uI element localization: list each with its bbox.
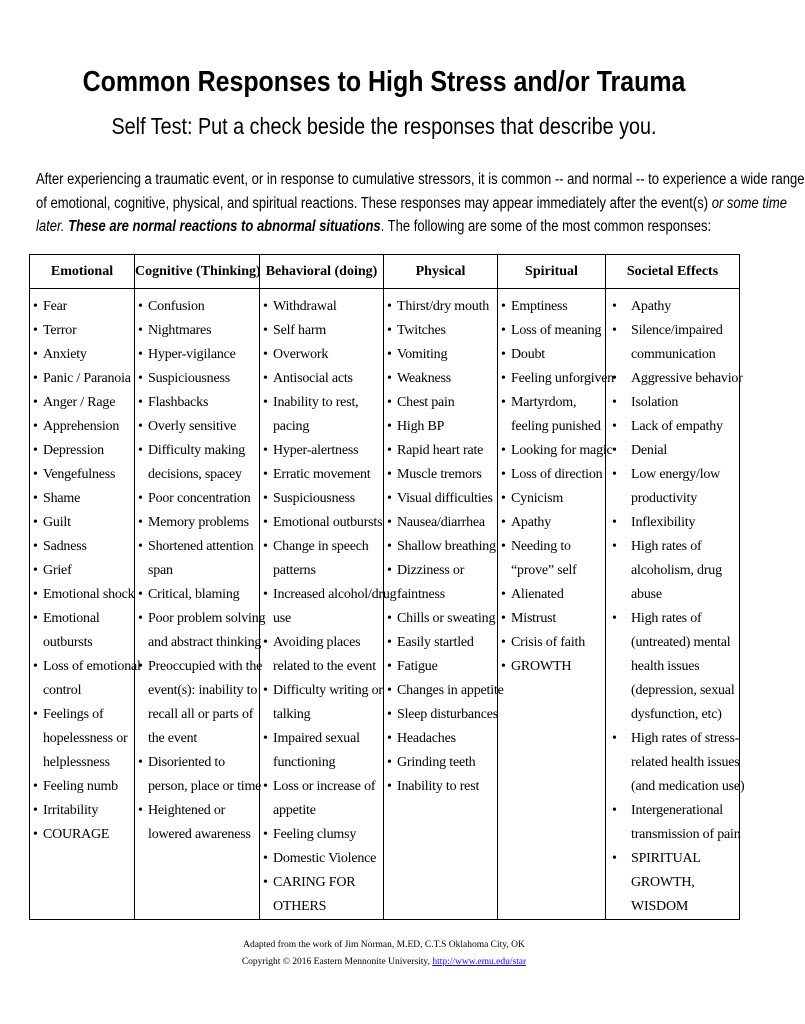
list-item-text: abuse	[631, 587, 662, 602]
list-item	[33, 655, 141, 703]
list-item	[501, 319, 602, 343]
list-item	[387, 343, 494, 367]
list-item	[138, 415, 256, 439]
list-item-text: • Nausea/diarrhea	[397, 515, 485, 530]
list-item	[33, 463, 131, 487]
list-item-text: • Emotional outbursts	[273, 515, 383, 530]
list-item	[263, 343, 380, 367]
list-item	[33, 559, 131, 583]
list-item-text: • Shortened attention	[148, 539, 254, 554]
list-item	[33, 799, 131, 823]
list-item	[263, 583, 397, 631]
list-item-text: • Changes in appetite	[397, 683, 504, 698]
list-item	[138, 391, 256, 415]
list-item	[138, 583, 256, 607]
list-item-text: • Flashbacks	[148, 395, 209, 410]
list-item-text: • Memory problems	[148, 515, 249, 530]
list-item	[138, 799, 256, 847]
list-item-text: • Overwork	[273, 347, 329, 362]
list-item	[387, 415, 494, 439]
list-item-text: • Domestic Violence	[273, 851, 377, 866]
list-item	[263, 775, 380, 823]
list-item	[501, 535, 602, 583]
spiritual-list	[501, 295, 615, 679]
list-item	[501, 655, 602, 679]
column-physical	[384, 289, 504, 920]
list-item-text: • Chills or sweating	[397, 611, 496, 626]
list-item-text: • Confusion	[148, 299, 205, 314]
list-item-text: hopelessness or	[43, 731, 128, 746]
intro-line-3-italic: later.	[36, 218, 65, 235]
list-item	[609, 511, 736, 535]
list-item-text: faintness	[397, 587, 445, 602]
list-item-text: person, place or time	[148, 779, 262, 794]
list-item-text: • Shame	[43, 491, 81, 506]
list-item-text: • Loss or increase of	[273, 779, 376, 794]
list-item	[387, 775, 494, 799]
footer-credit: Adapted from the work of Jim Norman, M.ED, C.T.S Oklahoma City, OK	[243, 940, 525, 950]
list-item	[263, 319, 380, 343]
list-item	[33, 823, 131, 847]
list-item-text: • Difficulty writing or	[273, 683, 383, 698]
list-item-text: • Irritability	[43, 803, 99, 818]
list-item-text: talking	[273, 707, 311, 722]
list-item-text: • Hyper-vigilance	[148, 347, 236, 362]
list-item-text: event(s): inability to	[148, 683, 258, 698]
list-item-text: • Hyper-alertness	[273, 443, 359, 458]
list-item	[609, 439, 736, 463]
list-item-text: • Suspiciousness	[273, 491, 355, 506]
list-item-text: • Vengefulness	[43, 467, 116, 482]
list-item-text: • High rates of	[631, 539, 702, 554]
list-item-text: • Fatigue	[397, 659, 438, 674]
list-item	[501, 391, 602, 439]
list-item	[609, 535, 736, 607]
list-item-text: • Twitches	[397, 323, 446, 338]
list-item-text: • Low energy/low	[631, 467, 721, 482]
list-item-text: • Thirst/dry mouth	[397, 299, 490, 314]
list-item	[33, 343, 131, 367]
list-item-text: appetite	[273, 803, 316, 818]
list-item-text: and abstract thinking	[148, 635, 262, 650]
list-item-text: GROWTH,	[631, 875, 695, 890]
list-item	[33, 415, 131, 439]
list-item	[263, 847, 380, 871]
list-item-text: • High rates of stress-	[631, 731, 740, 746]
list-item	[138, 751, 262, 799]
list-item-text: • Apathy	[631, 299, 672, 314]
list-item	[263, 295, 380, 319]
list-item-text: • Silence/impaired	[631, 323, 723, 338]
list-item	[387, 703, 498, 727]
list-item	[387, 439, 494, 463]
header-physical: Physical	[384, 255, 498, 289]
list-item	[138, 511, 256, 535]
list-item-text: • Loss of meaning	[511, 323, 602, 338]
list-item-text: • Dizziness or	[397, 563, 465, 578]
list-item-text: • Alienated	[511, 587, 564, 602]
list-item	[33, 511, 131, 535]
list-item	[609, 799, 741, 847]
list-item-text: communication	[631, 347, 716, 362]
list-item-text: • Aggressive behavior	[631, 371, 743, 386]
list-item	[609, 847, 736, 919]
physical-list	[387, 295, 504, 799]
list-item	[263, 367, 380, 391]
list-item-text: the event	[148, 731, 198, 746]
list-item	[387, 319, 494, 343]
list-item	[33, 367, 131, 391]
list-item-text: • Feelings of	[43, 707, 104, 722]
societal-list	[609, 295, 745, 919]
list-item	[33, 295, 131, 319]
list-item-text: • Avoiding places	[273, 635, 361, 650]
list-item	[501, 631, 602, 655]
list-item-text: • Grief	[43, 563, 72, 578]
list-item-text: • Erratic movement	[273, 467, 371, 482]
list-item-text: • Intergenerational	[631, 803, 723, 818]
list-item	[609, 727, 745, 799]
list-item-text: • Muscle tremors	[397, 467, 482, 482]
list-item-text: • Change in speech	[273, 539, 369, 554]
list-item	[501, 343, 602, 367]
list-item	[33, 319, 131, 343]
list-item	[609, 295, 736, 319]
list-item-text: • Crisis of faith	[511, 635, 585, 650]
list-item	[138, 535, 256, 583]
list-item-text: • Guilt	[43, 515, 71, 530]
list-item	[138, 343, 256, 367]
list-item-text: • Difficulty making	[148, 443, 246, 458]
list-item-text: • SPIRITUAL	[631, 851, 701, 866]
list-item	[501, 511, 602, 535]
list-item	[501, 583, 602, 607]
list-item	[387, 679, 504, 703]
list-item-text: “prove” self	[511, 563, 577, 578]
list-item-text: • Emptiness	[511, 299, 568, 314]
list-item	[609, 415, 736, 439]
column-behavioral	[260, 289, 397, 920]
column-cognitive	[135, 289, 266, 920]
list-item-text: • Inflexibility	[631, 515, 696, 530]
list-item	[138, 487, 256, 511]
list-item-text: • Self harm	[273, 323, 327, 338]
list-item	[609, 319, 736, 367]
list-item	[501, 463, 602, 487]
list-item-text: functioning	[273, 755, 336, 770]
list-item-text: • Doubt	[511, 347, 546, 362]
list-item-text: (depression, sexual	[631, 683, 735, 698]
list-item-text: patterns	[273, 563, 316, 578]
list-item-text: health issues	[631, 659, 700, 674]
list-item-text: • Grinding teeth	[397, 755, 476, 770]
list-item-text: • Emotional	[43, 611, 100, 626]
column-societal	[606, 289, 745, 920]
list-item	[33, 535, 131, 559]
list-item	[263, 439, 380, 463]
list-item-text: (and medication use)	[631, 779, 745, 794]
list-item	[387, 391, 494, 415]
list-item	[387, 487, 494, 511]
list-item	[501, 487, 602, 511]
list-item-text: • Depression	[43, 443, 104, 458]
page-subtitle: Self Test: Put a check beside the responses that describe you.	[111, 113, 657, 139]
behavioral-list	[263, 295, 397, 919]
intro-line-2	[36, 192, 787, 216]
list-item	[387, 607, 494, 631]
list-item-text: • High rates of	[631, 611, 702, 626]
list-item	[138, 655, 263, 751]
list-item-text: • Heightened or	[148, 803, 226, 818]
list-item	[33, 439, 131, 463]
list-item	[609, 607, 736, 727]
header-spiritual: Spiritual	[498, 255, 606, 289]
list-item-text: • Feeling unforgiven	[511, 371, 615, 386]
list-item-text: • Anxiety	[43, 347, 87, 362]
list-item-text: • Rapid heart rate	[397, 443, 484, 458]
list-item-text: • Apathy	[511, 515, 552, 530]
list-item-text: • Feeling clumsy	[273, 827, 357, 842]
list-item	[387, 751, 494, 775]
list-item	[33, 703, 131, 775]
list-item	[387, 295, 494, 319]
list-item	[387, 559, 494, 607]
list-item-text: transmission of pain	[631, 827, 741, 842]
list-item	[501, 367, 615, 391]
list-item-text: • Inability to rest,	[273, 395, 359, 410]
list-item	[263, 487, 380, 511]
list-item-text: • Mistrust	[511, 611, 557, 626]
list-item	[263, 511, 383, 535]
list-item-text: • COURAGE	[43, 827, 110, 842]
responses-table	[29, 254, 745, 920]
list-item-text: lowered awareness	[148, 827, 251, 842]
list-item	[138, 319, 256, 343]
list-item-text: • Visual difficulties	[397, 491, 493, 506]
list-item-text: • Lack of empathy	[631, 419, 723, 434]
list-item-text: dysfunction, etc)	[631, 707, 722, 722]
intro-line-2-text: of emotional, cognitive, physical, and spiritual reactions. These responses may appear immediately after the event(s)	[36, 194, 712, 212]
list-item-text: • GROWTH	[511, 659, 572, 674]
list-item	[33, 775, 131, 799]
emotional-list	[33, 295, 141, 847]
list-item-text: alcoholism, drug	[631, 563, 722, 578]
list-item-text: • Shallow breathing	[397, 539, 496, 554]
list-item	[387, 631, 494, 655]
footer-copyright-text: Copyright © 2016 Eastern Mennonite University,	[241, 957, 433, 967]
list-item-text: • Inability to rest	[397, 779, 480, 794]
list-item-text: • Apprehension	[43, 419, 120, 434]
list-item	[609, 391, 736, 415]
list-item-text: • Denial	[631, 443, 668, 458]
list-item	[387, 535, 494, 559]
list-item-text: • Antisocial acts	[273, 371, 353, 386]
list-item-text: span	[148, 563, 173, 578]
list-item-text: • Feeling numb	[43, 779, 118, 794]
list-item-text: • Cynicism	[511, 491, 564, 506]
list-item	[263, 871, 380, 919]
footer-link[interactable]: http://www.emu.edu/star	[432, 957, 527, 967]
list-item-text: • CARING FOR	[273, 875, 356, 890]
list-item	[263, 679, 383, 727]
list-item-text: feeling punished	[511, 419, 601, 434]
list-item-text: • Disoriented to	[148, 755, 225, 770]
list-item-text: helplessness	[43, 755, 110, 770]
list-item-text: • Fear	[43, 299, 68, 314]
list-item-text: control	[43, 683, 82, 698]
column-spiritual	[498, 289, 615, 920]
list-item-text: • Suspiciousness	[148, 371, 230, 386]
list-item-text: • Panic / Paranoia	[43, 371, 131, 386]
intro-paragraph	[36, 168, 805, 239]
list-item-text: WISDOM	[631, 899, 689, 914]
list-item-text: • Looking for magic	[511, 443, 613, 458]
footer-copyright	[0, 957, 768, 967]
intro-line-3-text: . The following are some of the most common responses:	[380, 218, 712, 235]
list-item-text: • Easily startled	[397, 635, 474, 650]
list-item	[501, 439, 613, 463]
column-emotional	[30, 289, 141, 920]
list-item-text: • Weakness	[397, 371, 452, 386]
list-item-text: • Poor problem solving	[148, 611, 266, 626]
list-item-text: • Terror	[43, 323, 77, 338]
list-item-text: • Chest pain	[397, 395, 455, 410]
list-item-text: pacing	[273, 419, 310, 434]
list-item-text: • Nightmares	[148, 323, 212, 338]
intro-line-3	[36, 215, 733, 239]
list-item	[138, 367, 256, 391]
list-item	[501, 607, 602, 631]
list-item-text: • Isolation	[631, 395, 679, 410]
list-item-text: • Increased alcohol/drug	[273, 587, 397, 602]
list-item	[33, 391, 131, 415]
list-item	[33, 607, 131, 655]
list-item-text: • Emotional shock	[43, 587, 135, 602]
list-item-text: productivity	[631, 491, 698, 506]
list-item	[263, 391, 380, 439]
list-item-text: OTHERS	[273, 899, 327, 914]
list-item-text: • High BP	[397, 419, 445, 434]
list-item-text: • Vomiting	[397, 347, 448, 362]
header-behavioral: Behavioral (doing)	[260, 255, 384, 289]
list-item-text: • Withdrawal	[273, 299, 337, 314]
list-item-text: use	[273, 611, 292, 626]
list-item	[387, 463, 494, 487]
list-item	[387, 727, 494, 751]
list-item	[263, 727, 380, 775]
list-item	[138, 295, 256, 319]
list-item	[138, 607, 266, 655]
list-item-text: • Anger / Rage	[43, 395, 116, 410]
list-item-text: decisions, spacey	[148, 467, 242, 482]
list-item	[33, 487, 131, 511]
intro-emphasis: These are normal reactions to abnormal situations	[68, 218, 381, 235]
list-item-text: • Martyrdom,	[511, 395, 577, 410]
table-body-row	[30, 289, 740, 920]
list-item	[263, 463, 380, 487]
list-item	[263, 631, 380, 679]
header-societal: Societal Effects	[606, 255, 740, 289]
list-item	[387, 367, 494, 391]
list-item-text: related health issues	[631, 755, 740, 770]
list-item-text: • Headaches	[397, 731, 456, 746]
list-item-text: • Sadness	[43, 539, 87, 554]
list-item	[138, 439, 256, 487]
header-cognitive: Cognitive (Thinking)	[135, 255, 260, 289]
list-item-text: • Impaired sexual	[273, 731, 360, 746]
list-item-text: (untreated) mental	[631, 635, 731, 650]
list-item-text: • Needing to	[511, 539, 571, 554]
list-item-text: • Preoccupied with the	[148, 659, 263, 674]
list-item	[263, 535, 380, 583]
header-emotional: Emotional	[30, 255, 135, 289]
list-item-text: • Loss of emotional	[43, 659, 141, 674]
table-header-row	[30, 255, 740, 289]
list-item-text: • Critical, blaming	[148, 587, 240, 602]
list-item-text: recall all or parts of	[148, 707, 254, 722]
intro-line-1: After experiencing a traumatic event, or in response to cumulative stressors, it is common -- and normal -- to experience a wide range	[36, 171, 805, 188]
list-item	[609, 367, 743, 391]
list-item	[387, 511, 494, 535]
list-item-text: • Poor concentration	[148, 491, 251, 506]
page-title: Common Responses to High Stress and/or Trauma	[82, 66, 686, 98]
list-item	[501, 295, 602, 319]
cognitive-list	[138, 295, 266, 847]
list-item-text: related to the event	[273, 659, 376, 674]
list-item-text: • Sleep disturbances	[397, 707, 498, 722]
list-item-text: • Loss of direction	[511, 467, 603, 482]
list-item	[387, 655, 494, 679]
list-item	[263, 823, 380, 847]
list-item-text: outbursts	[43, 635, 93, 650]
intro-line-2-italic: or some time	[711, 194, 787, 212]
list-item	[33, 583, 135, 607]
list-item-text: • Overly sensitive	[148, 419, 237, 434]
list-item	[609, 463, 736, 511]
